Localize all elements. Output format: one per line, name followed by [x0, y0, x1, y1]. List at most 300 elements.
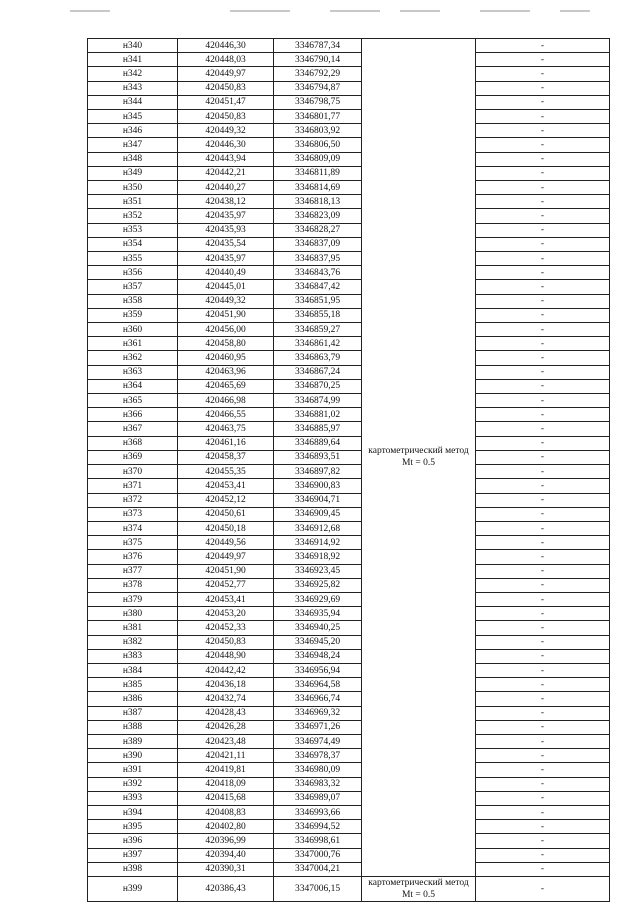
x-coordinate-cell: 420386,43	[178, 876, 274, 901]
x-coordinate-cell: 420421,11	[178, 749, 274, 763]
point-id-cell: н361	[88, 337, 178, 351]
table-row	[88, 124, 610, 138]
point-id-cell: н376	[88, 550, 178, 564]
y-coordinate-cell: 3346923,45	[274, 564, 362, 578]
y-coordinate-cell: 3346971,26	[274, 720, 362, 734]
note-cell: -	[476, 592, 610, 606]
table-row	[88, 266, 610, 280]
note-cell: -	[476, 308, 610, 322]
note-cell: -	[476, 550, 610, 564]
table-row	[88, 81, 610, 95]
table-row	[88, 308, 610, 322]
point-id-cell: н397	[88, 848, 178, 862]
y-coordinate-cell: 3346851,95	[274, 294, 362, 308]
table-row	[88, 138, 610, 152]
x-coordinate-cell: 420446,30	[178, 138, 274, 152]
point-id-cell: н357	[88, 280, 178, 294]
point-id-cell: н375	[88, 536, 178, 550]
point-id-cell: н353	[88, 223, 178, 237]
table-row	[88, 209, 610, 223]
point-id-cell: н341	[88, 53, 178, 67]
x-coordinate-cell: 420423,48	[178, 734, 274, 748]
table-row	[88, 749, 610, 763]
y-coordinate-cell: 3346945,20	[274, 635, 362, 649]
note-cell: -	[476, 536, 610, 550]
table-row	[88, 152, 610, 166]
table-row	[88, 351, 610, 365]
y-coordinate-cell: 3346874,99	[274, 394, 362, 408]
x-coordinate-cell: 420450,18	[178, 521, 274, 535]
note-cell: -	[476, 294, 610, 308]
note-cell: -	[476, 521, 610, 535]
x-coordinate-cell: 420463,96	[178, 365, 274, 379]
table-row	[88, 763, 610, 777]
point-id-cell: н364	[88, 379, 178, 393]
x-coordinate-cell: 420435,54	[178, 237, 274, 251]
y-coordinate-cell: 3346918,92	[274, 550, 362, 564]
x-coordinate-cell: 420456,00	[178, 323, 274, 337]
note-cell: -	[476, 507, 610, 521]
note-cell: -	[476, 53, 610, 67]
x-coordinate-cell: 420455,35	[178, 465, 274, 479]
point-id-cell: н396	[88, 834, 178, 848]
point-id-cell: н365	[88, 394, 178, 408]
note-cell: -	[476, 692, 610, 706]
note-cell: -	[476, 181, 610, 195]
note-cell: -	[476, 422, 610, 436]
table-row	[88, 337, 610, 351]
point-id-cell: н368	[88, 436, 178, 450]
table-row	[88, 465, 610, 479]
y-coordinate-cell: 3346794,87	[274, 81, 362, 95]
note-cell: -	[476, 607, 610, 621]
point-id-cell: н362	[88, 351, 178, 365]
table-row	[88, 607, 610, 621]
table-row	[88, 181, 610, 195]
x-coordinate-cell: 420450,83	[178, 635, 274, 649]
point-id-cell: н369	[88, 450, 178, 464]
table-row	[88, 95, 610, 109]
point-id-cell: н340	[88, 39, 178, 53]
point-id-cell: н398	[88, 862, 178, 876]
note-cell: -	[476, 450, 610, 464]
x-coordinate-cell: 420463,75	[178, 422, 274, 436]
point-id-cell: н343	[88, 81, 178, 95]
table-row	[88, 649, 610, 663]
x-coordinate-cell: 420446,30	[178, 39, 274, 53]
point-id-cell: н385	[88, 678, 178, 692]
y-coordinate-cell: 3346806,50	[274, 138, 362, 152]
point-id-cell: н366	[88, 408, 178, 422]
y-coordinate-cell: 3346828,27	[274, 223, 362, 237]
x-coordinate-cell: 420465,69	[178, 379, 274, 393]
point-id-cell: н363	[88, 365, 178, 379]
note-cell: -	[476, 649, 610, 663]
note-cell: -	[476, 848, 610, 862]
x-coordinate-cell: 420419,81	[178, 763, 274, 777]
y-coordinate-cell: 3346855,18	[274, 308, 362, 322]
x-coordinate-cell: 420451,90	[178, 308, 274, 322]
point-id-cell: н348	[88, 152, 178, 166]
y-coordinate-cell: 3346885,97	[274, 422, 362, 436]
y-coordinate-cell: 3346904,71	[274, 493, 362, 507]
table-row	[88, 820, 610, 834]
note-cell: -	[476, 564, 610, 578]
point-id-cell: н392	[88, 777, 178, 791]
x-coordinate-cell: 420449,32	[178, 124, 274, 138]
table-row	[88, 408, 610, 422]
x-coordinate-cell: 420435,97	[178, 252, 274, 266]
x-coordinate-cell: 420458,80	[178, 337, 274, 351]
x-coordinate-cell: 420453,20	[178, 607, 274, 621]
note-cell: -	[476, 365, 610, 379]
x-coordinate-cell: 420440,49	[178, 266, 274, 280]
table-row	[88, 39, 610, 53]
note-cell: -	[476, 379, 610, 393]
y-coordinate-cell: 3346989,07	[274, 791, 362, 805]
note-cell: -	[476, 763, 610, 777]
note-cell: -	[476, 635, 610, 649]
y-coordinate-cell: 3346900,83	[274, 479, 362, 493]
note-cell: -	[476, 578, 610, 592]
note-cell: -	[476, 408, 610, 422]
x-coordinate-cell: 420394,40	[178, 848, 274, 862]
table-row	[88, 436, 610, 450]
note-cell: -	[476, 663, 610, 677]
note-cell: -	[476, 621, 610, 635]
table-row	[88, 876, 610, 901]
y-coordinate-cell: 3346859,27	[274, 323, 362, 337]
point-id-cell: н391	[88, 763, 178, 777]
point-id-cell: н355	[88, 252, 178, 266]
y-coordinate-cell: 3346814,69	[274, 181, 362, 195]
x-coordinate-cell: 420418,09	[178, 777, 274, 791]
table-row	[88, 521, 610, 535]
point-id-cell: н379	[88, 592, 178, 606]
table-row	[88, 663, 610, 677]
table-row	[88, 365, 610, 379]
table-row	[88, 734, 610, 748]
note-cell: -	[476, 138, 610, 152]
table-row	[88, 862, 610, 876]
note-cell: -	[476, 209, 610, 223]
y-coordinate-cell: 3346956,94	[274, 663, 362, 677]
y-coordinate-cell: 3346935,94	[274, 607, 362, 621]
table-row	[88, 110, 610, 124]
point-id-cell: н380	[88, 607, 178, 621]
x-coordinate-cell: 420450,83	[178, 81, 274, 95]
table-row	[88, 280, 610, 294]
note-cell: -	[476, 394, 610, 408]
coordinates-table-body	[88, 39, 610, 902]
y-coordinate-cell: 3346809,09	[274, 152, 362, 166]
x-coordinate-cell: 420440,27	[178, 181, 274, 195]
table-row	[88, 550, 610, 564]
x-coordinate-cell: 420451,47	[178, 95, 274, 109]
note-cell: -	[476, 720, 610, 734]
x-coordinate-cell: 420435,93	[178, 223, 274, 237]
note-cell: -	[476, 791, 610, 805]
coordinates-table	[87, 38, 610, 902]
y-coordinate-cell: 3346863,79	[274, 351, 362, 365]
point-id-cell: н384	[88, 663, 178, 677]
x-coordinate-cell: 420436,18	[178, 678, 274, 692]
y-coordinate-cell: 3346964,58	[274, 678, 362, 692]
point-id-cell: н349	[88, 166, 178, 180]
point-id-cell: н371	[88, 479, 178, 493]
y-coordinate-cell: 3346948,24	[274, 649, 362, 663]
point-id-cell: н382	[88, 635, 178, 649]
y-coordinate-cell: 3346897,82	[274, 465, 362, 479]
point-id-cell: н388	[88, 720, 178, 734]
point-id-cell: н381	[88, 621, 178, 635]
method-cell	[362, 876, 476, 901]
table-row	[88, 791, 610, 805]
x-coordinate-cell: 420432,74	[178, 692, 274, 706]
point-id-cell: н387	[88, 706, 178, 720]
y-coordinate-cell: 3346867,24	[274, 365, 362, 379]
note-cell: -	[476, 110, 610, 124]
point-id-cell: н372	[88, 493, 178, 507]
point-id-cell: н352	[88, 209, 178, 223]
y-coordinate-cell: 3347004,21	[274, 862, 362, 876]
note-cell: -	[476, 834, 610, 848]
point-id-cell: н347	[88, 138, 178, 152]
x-coordinate-cell: 420442,42	[178, 663, 274, 677]
table-row	[88, 53, 610, 67]
note-cell: -	[476, 436, 610, 450]
y-coordinate-cell: 3346811,89	[274, 166, 362, 180]
point-id-cell: н350	[88, 181, 178, 195]
point-id-cell: н370	[88, 465, 178, 479]
table-row	[88, 720, 610, 734]
table-row	[88, 564, 610, 578]
table-row	[88, 848, 610, 862]
x-coordinate-cell: 420452,77	[178, 578, 274, 592]
note-cell: -	[476, 749, 610, 763]
note-cell: -	[476, 678, 610, 692]
x-coordinate-cell: 420450,83	[178, 110, 274, 124]
x-coordinate-cell: 420435,97	[178, 209, 274, 223]
x-coordinate-cell: 420452,33	[178, 621, 274, 635]
note-cell: -	[476, 237, 610, 251]
note-cell: -	[476, 95, 610, 109]
table-row	[88, 294, 610, 308]
note-cell: -	[476, 351, 610, 365]
y-coordinate-cell: 3347000,76	[274, 848, 362, 862]
y-coordinate-cell: 3346994,52	[274, 820, 362, 834]
table-row	[88, 323, 610, 337]
table-row	[88, 621, 610, 635]
y-coordinate-cell: 3346940,25	[274, 621, 362, 635]
x-coordinate-cell: 420460,95	[178, 351, 274, 365]
point-id-cell: н342	[88, 67, 178, 81]
note-cell: -	[476, 876, 610, 901]
y-coordinate-cell: 3346893,51	[274, 450, 362, 464]
y-coordinate-cell: 3346803,92	[274, 124, 362, 138]
y-coordinate-cell: 3346983,32	[274, 777, 362, 791]
point-id-cell: н360	[88, 323, 178, 337]
y-coordinate-cell: 3346978,37	[274, 749, 362, 763]
table-row	[88, 578, 610, 592]
x-coordinate-cell: 420396,99	[178, 834, 274, 848]
note-cell: -	[476, 479, 610, 493]
x-coordinate-cell: 420445,01	[178, 280, 274, 294]
point-id-cell: н351	[88, 195, 178, 209]
table-row	[88, 422, 610, 436]
x-coordinate-cell: 420448,90	[178, 649, 274, 663]
note-cell: -	[476, 777, 610, 791]
table-row	[88, 536, 610, 550]
y-coordinate-cell: 3346929,69	[274, 592, 362, 606]
y-coordinate-cell: 3346837,95	[274, 252, 362, 266]
x-coordinate-cell: 420426,28	[178, 720, 274, 734]
table-row	[88, 507, 610, 521]
y-coordinate-cell: 3346914,92	[274, 536, 362, 550]
table-row	[88, 252, 610, 266]
table-row	[88, 479, 610, 493]
point-id-cell: н344	[88, 95, 178, 109]
x-coordinate-cell: 420466,55	[178, 408, 274, 422]
table-row	[88, 67, 610, 81]
table-row	[88, 692, 610, 706]
x-coordinate-cell: 420428,43	[178, 706, 274, 720]
y-coordinate-cell: 3346837,09	[274, 237, 362, 251]
table-row	[88, 450, 610, 464]
x-coordinate-cell: 420415,68	[178, 791, 274, 805]
point-id-cell: н367	[88, 422, 178, 436]
y-coordinate-cell: 3346881,02	[274, 408, 362, 422]
note-cell: -	[476, 280, 610, 294]
note-cell: -	[476, 706, 610, 720]
y-coordinate-cell: 3346980,09	[274, 763, 362, 777]
x-coordinate-cell: 420448,03	[178, 53, 274, 67]
x-coordinate-cell: 420461,16	[178, 436, 274, 450]
note-cell: -	[476, 195, 610, 209]
y-coordinate-cell: 3346925,82	[274, 578, 362, 592]
y-coordinate-cell: 3346969,32	[274, 706, 362, 720]
note-cell: -	[476, 862, 610, 876]
point-id-cell: н354	[88, 237, 178, 251]
x-coordinate-cell: 420408,83	[178, 805, 274, 819]
x-coordinate-cell: 420458,37	[178, 450, 274, 464]
note-cell: -	[476, 820, 610, 834]
note-cell: -	[476, 805, 610, 819]
x-coordinate-cell: 420449,97	[178, 67, 274, 81]
point-id-cell: н386	[88, 692, 178, 706]
note-cell: -	[476, 124, 610, 138]
point-id-cell: н395	[88, 820, 178, 834]
table-row	[88, 635, 610, 649]
note-cell: -	[476, 252, 610, 266]
note-cell: -	[476, 734, 610, 748]
method-label: картометрический метод Mt = 0.5	[368, 446, 469, 469]
note-cell: -	[476, 323, 610, 337]
x-coordinate-cell: 420402,80	[178, 820, 274, 834]
point-id-cell: н389	[88, 734, 178, 748]
x-coordinate-cell: 420452,12	[178, 493, 274, 507]
table-row	[88, 394, 610, 408]
method-cell	[362, 39, 476, 877]
x-coordinate-cell: 420442,21	[178, 166, 274, 180]
table-row	[88, 379, 610, 393]
point-id-cell: н356	[88, 266, 178, 280]
y-coordinate-cell: 3346966,74	[274, 692, 362, 706]
x-coordinate-cell: 420466,98	[178, 394, 274, 408]
y-coordinate-cell: 3347006,15	[274, 876, 362, 901]
table-row	[88, 223, 610, 237]
note-cell: -	[476, 39, 610, 53]
table-row	[88, 834, 610, 848]
y-coordinate-cell: 3346993,66	[274, 805, 362, 819]
note-cell: -	[476, 465, 610, 479]
x-coordinate-cell: 420390,31	[178, 862, 274, 876]
y-coordinate-cell: 3346974,49	[274, 734, 362, 748]
table-row	[88, 592, 610, 606]
y-coordinate-cell: 3346823,09	[274, 209, 362, 223]
point-id-cell: н359	[88, 308, 178, 322]
table-row	[88, 678, 610, 692]
header-residue	[60, 10, 580, 16]
note-cell: -	[476, 223, 610, 237]
y-coordinate-cell: 3346792,29	[274, 67, 362, 81]
point-id-cell: н393	[88, 791, 178, 805]
y-coordinate-cell: 3346798,75	[274, 95, 362, 109]
table-row	[88, 777, 610, 791]
x-coordinate-cell: 420453,41	[178, 592, 274, 606]
y-coordinate-cell: 3346889,64	[274, 436, 362, 450]
y-coordinate-cell: 3346909,45	[274, 507, 362, 521]
point-id-cell: н345	[88, 110, 178, 124]
method-label: картометрический метод Mt = 0.5	[368, 877, 469, 900]
point-id-cell: н383	[88, 649, 178, 663]
note-cell: -	[476, 266, 610, 280]
x-coordinate-cell: 420451,90	[178, 564, 274, 578]
x-coordinate-cell: 420438,12	[178, 195, 274, 209]
table-row	[88, 493, 610, 507]
y-coordinate-cell: 3346870,25	[274, 379, 362, 393]
table-row	[88, 706, 610, 720]
note-cell: -	[476, 81, 610, 95]
point-id-cell: н373	[88, 507, 178, 521]
table-row	[88, 805, 610, 819]
point-id-cell: н378	[88, 578, 178, 592]
point-id-cell: н377	[88, 564, 178, 578]
y-coordinate-cell: 3346998,61	[274, 834, 362, 848]
x-coordinate-cell: 420449,56	[178, 536, 274, 550]
note-cell: -	[476, 493, 610, 507]
y-coordinate-cell: 3346790,14	[274, 53, 362, 67]
point-id-cell: н358	[88, 294, 178, 308]
point-id-cell: н346	[88, 124, 178, 138]
point-id-cell: н374	[88, 521, 178, 535]
point-id-cell: н390	[88, 749, 178, 763]
note-cell: -	[476, 67, 610, 81]
y-coordinate-cell: 3346847,42	[274, 280, 362, 294]
x-coordinate-cell: 420450,61	[178, 507, 274, 521]
x-coordinate-cell: 420449,97	[178, 550, 274, 564]
y-coordinate-cell: 3346787,34	[274, 39, 362, 53]
y-coordinate-cell: 3346818,13	[274, 195, 362, 209]
y-coordinate-cell: 3346843,76	[274, 266, 362, 280]
table-row	[88, 195, 610, 209]
table-row	[88, 166, 610, 180]
note-cell: -	[476, 337, 610, 351]
y-coordinate-cell: 3346801,77	[274, 110, 362, 124]
note-cell: -	[476, 152, 610, 166]
note-cell: -	[476, 166, 610, 180]
x-coordinate-cell: 420453,41	[178, 479, 274, 493]
